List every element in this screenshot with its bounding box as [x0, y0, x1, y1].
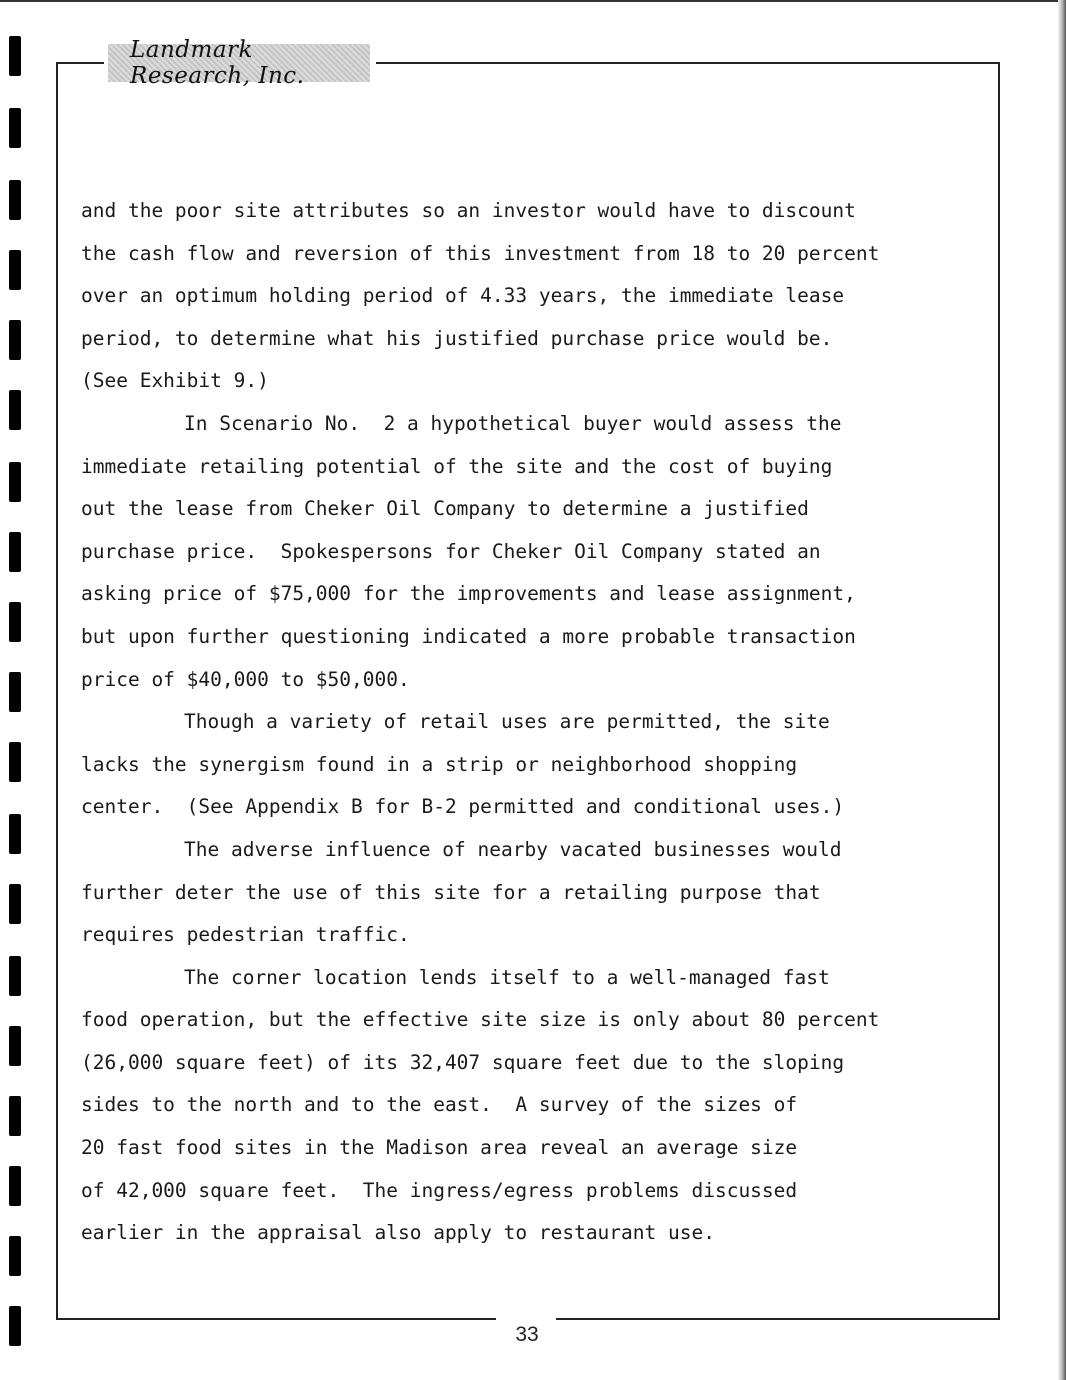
frame-top-rule-right [376, 62, 998, 64]
frame-top-rule-left [56, 62, 104, 64]
binding-mark [9, 1236, 21, 1276]
binding-mark [9, 532, 21, 572]
binding-mark [9, 1026, 21, 1066]
binding-mark [9, 956, 21, 996]
body-line: out the lease from Cheker Oil Company to determine a justified [81, 497, 809, 521]
body-line: immediate retailing potential of the site and the cost of buying [81, 454, 833, 478]
paragraph-start-line: In Scenario No. 2 a hypothetical buyer would assess the [184, 411, 842, 435]
body-line: over an optimum holding period of 4.33 years, the immediate lease [81, 284, 845, 308]
paragraph-start-line: Though a variety of retail uses are permitted, the site [184, 710, 830, 734]
binding-mark [9, 742, 21, 782]
paragraph-start-line: The corner location lends itself to a well-managed fast [184, 965, 830, 989]
body-line: (26,000 square feet) of its 32,407 square feet due to the sloping [81, 1050, 845, 1074]
binding-mark [9, 814, 21, 854]
company-logo [108, 37, 370, 89]
body-line: the cash flow and reversion of this investment from 18 to 20 percent [81, 241, 880, 265]
body-line: requires pedestrian traffic. [81, 923, 410, 947]
binding-mark [9, 108, 21, 148]
body-line: asking price of $75,000 for the improvements and lease assignment, [81, 582, 856, 606]
page-top-edge [0, 0, 1060, 2]
paragraph-start-line: The adverse influence of nearby vacated businesses would [184, 837, 842, 861]
binding-mark [9, 1306, 21, 1346]
binding-mark [9, 320, 21, 360]
body-text [81, 190, 981, 1255]
body-line: further deter the use of this site for a retailing purpose that [81, 880, 821, 904]
body-line: (See Exhibit 9.) [81, 369, 269, 393]
binding-mark [9, 672, 21, 712]
body-line: of 42,000 square feet. The ingress/egress problems discussed [81, 1178, 798, 1202]
binding-mark [9, 180, 21, 220]
body-line: center. (See Appendix B for B-2 permitted and conditional uses.) [81, 795, 845, 819]
page-right-edge-shadow [1058, 0, 1066, 1380]
binding-mark [9, 250, 21, 290]
binding-mark [9, 36, 21, 76]
body-line: 20 fast food sites in the Madison area reveal an average size [81, 1136, 798, 1160]
company-logo-text: Landmark Research, Inc. [130, 37, 305, 89]
body-line: but upon further questioning indicated a more probable transaction [81, 624, 856, 648]
binding-marks [9, 0, 25, 1380]
body-line: price of $40,000 to $50,000. [81, 667, 410, 691]
body-line: sides to the north and to the east. A survey of the sizes of [81, 1093, 798, 1117]
body-line: earlier in the appraisal also apply to restaurant use. [81, 1221, 715, 1245]
binding-mark [9, 390, 21, 430]
body-line: purchase price. Spokespersons for Cheker Oil Company stated an [81, 539, 821, 563]
body-line: food operation, but the effective site size is only about 80 percent [81, 1008, 880, 1032]
body-line: lacks the synergism found in a strip or neighborhood shopping [81, 752, 798, 776]
binding-mark [9, 1166, 21, 1206]
binding-mark [9, 1096, 21, 1136]
page-number: 33 [515, 1323, 539, 1346]
binding-mark [9, 462, 21, 502]
body-line: period, to determine what his justified purchase price would be. [81, 326, 833, 350]
binding-mark [9, 602, 21, 642]
body-line: and the poor site attributes so an investor would have to discount [81, 199, 856, 222]
binding-mark [9, 884, 21, 924]
